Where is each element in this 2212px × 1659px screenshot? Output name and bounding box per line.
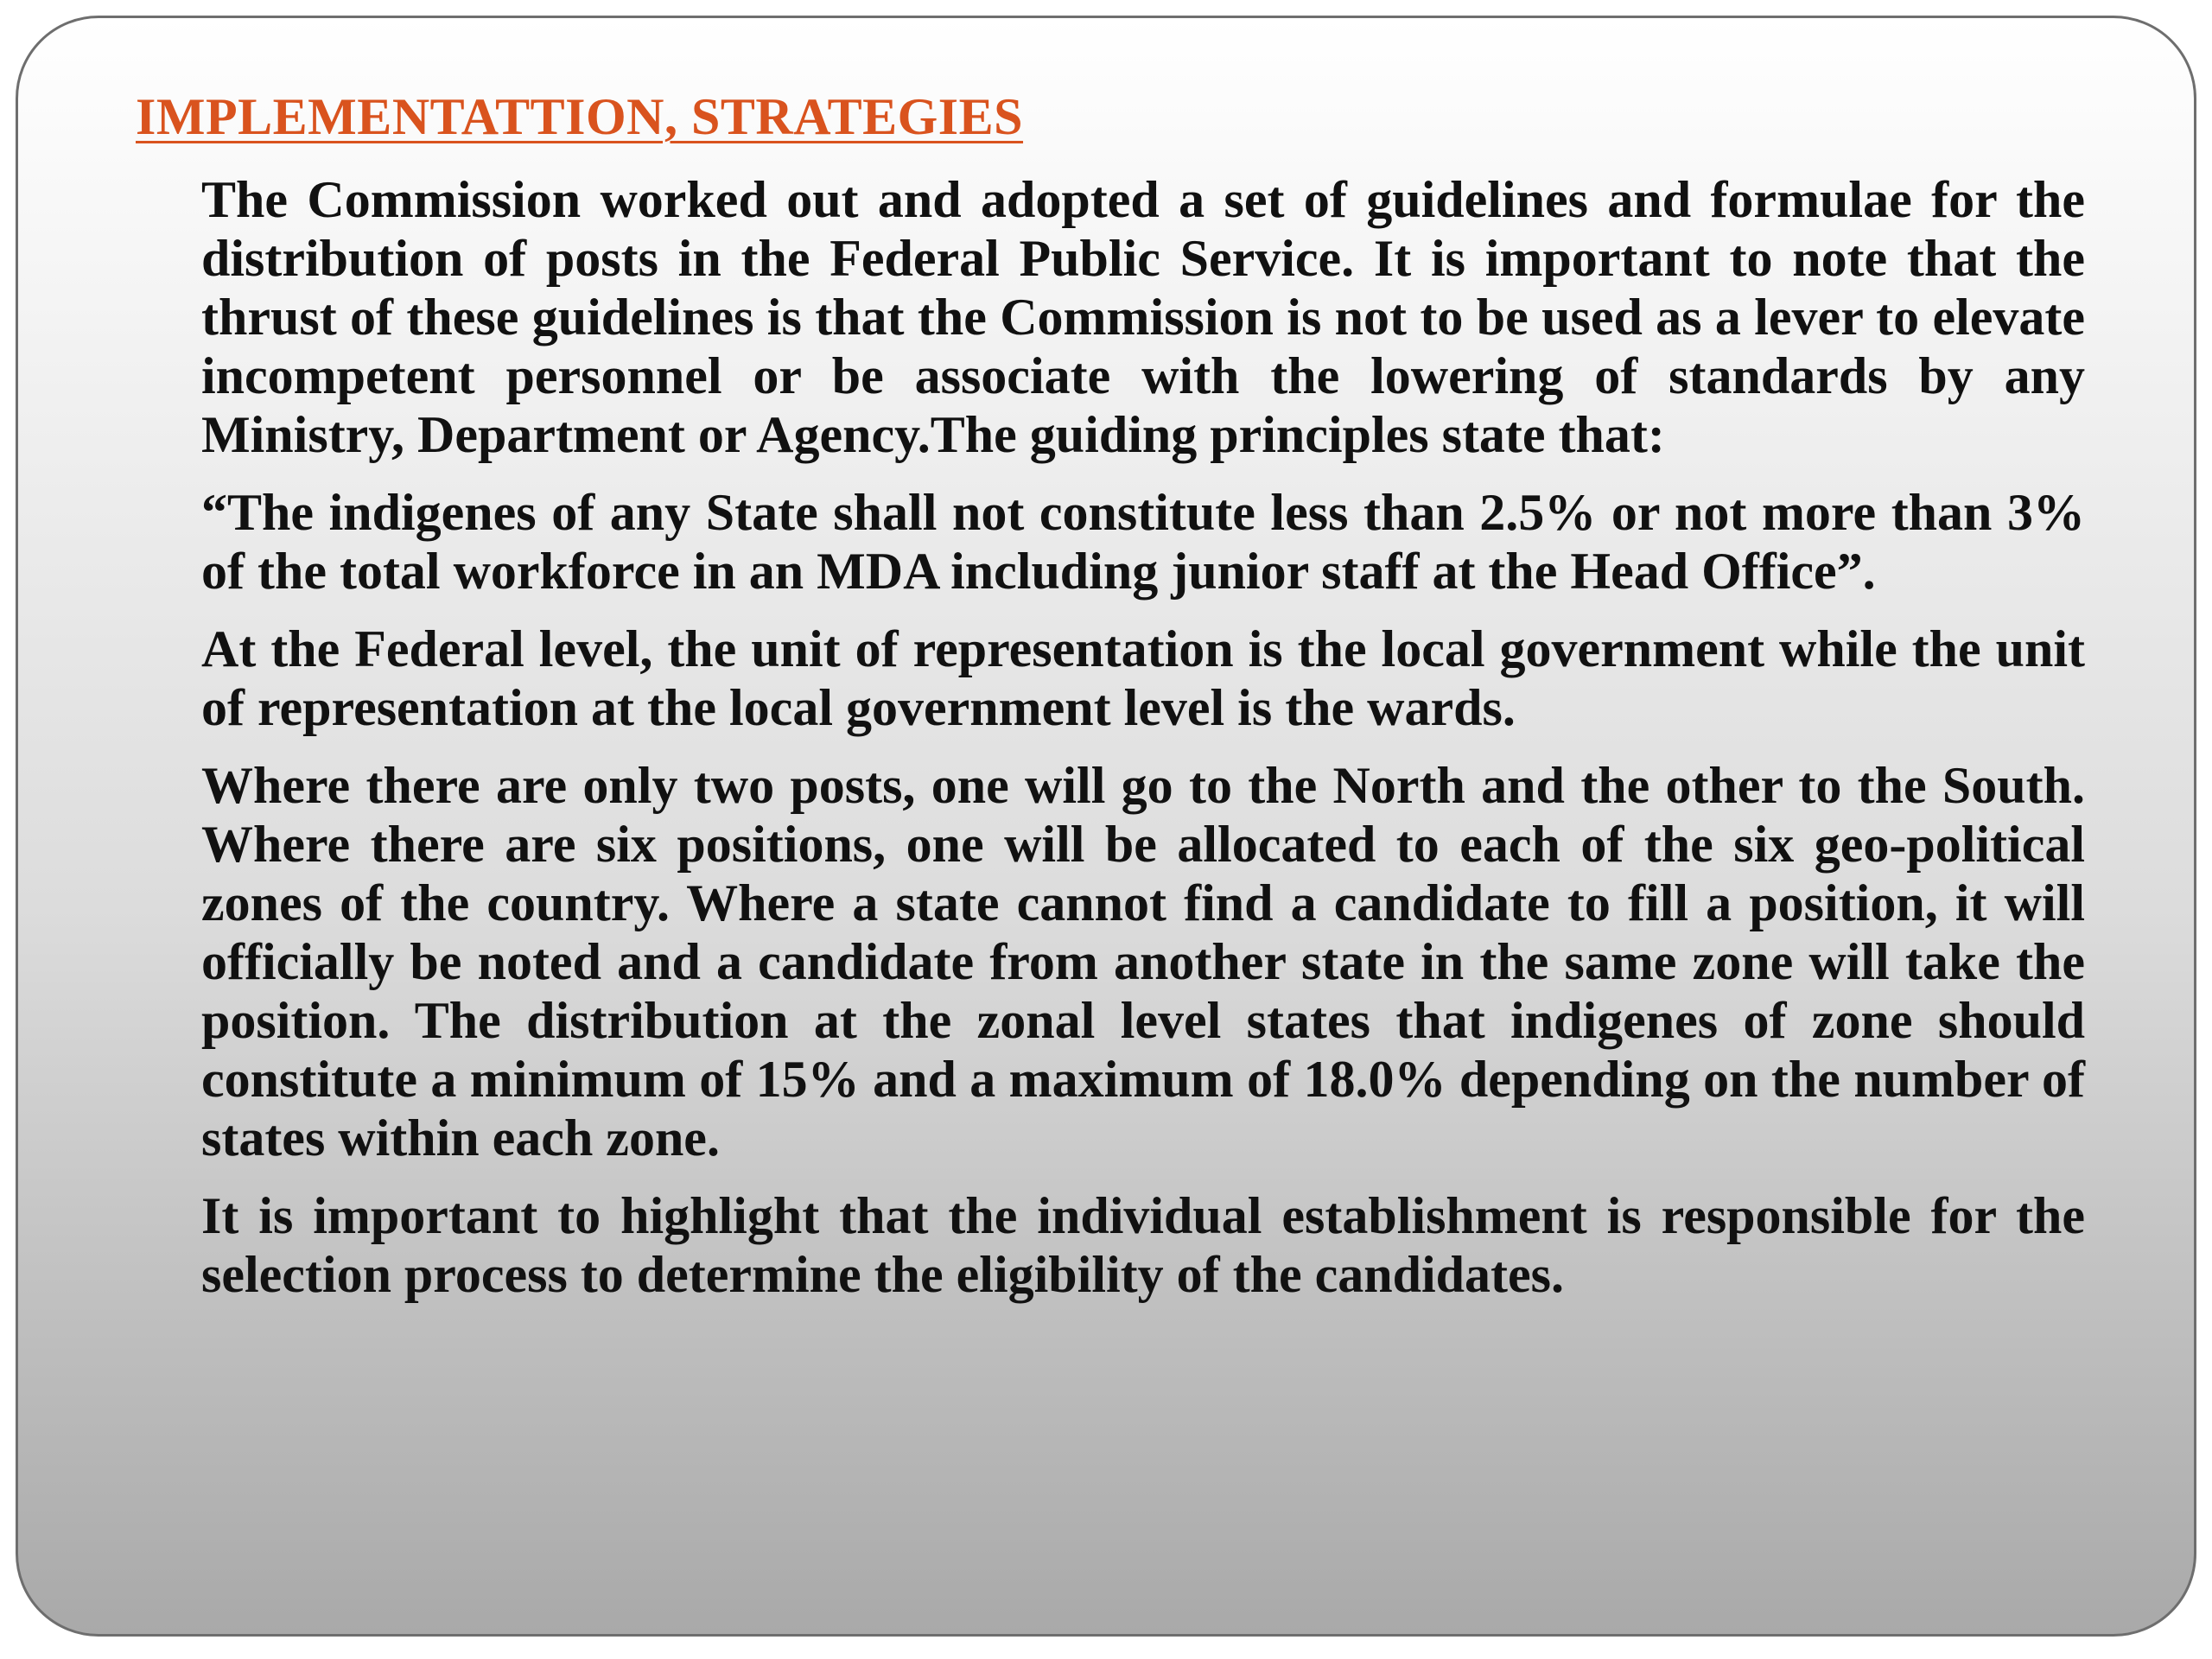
slide xyxy=(16,16,2196,1637)
slide-body xyxy=(201,170,2085,1323)
paragraph-guidelines: The Commission worked out and adopted a set of guidelines and formulae for the distribution of posts in the Federal Public Service. It is important to note that the thrust of these guidelines is that the Commission is not to be used as a lever to elevate incompetent personnel or be associate with the lowering of standards by any Ministry, Department or Agency.The guiding principles state that: xyxy=(201,171,2085,463)
paragraph-post-distribution: Where there are only two posts, one will go to the North and the other to the South. Where there are six positions, one will be allocated to each of the six geo-political zones of the country. Where a state cannot find a candidate to fill a position, it will officially be noted and a candidate from another state in the same zone will take the position. The distribution at the zonal level states that indigenes of zone should constitute a minimum of 15% and a maximum of 18.0% depending on the number of states within each zone. xyxy=(201,757,2085,1166)
slide-title: IMPLEMENTATTION, STRATEGIES xyxy=(136,88,1024,145)
paragraph-indigenes-quote: “The indigenes of any State shall not constitute less than 2.5% or not more than 3% of the total workforce in an MDA including junior staff at the Head Office”. xyxy=(201,484,2085,600)
paragraph-federal-level: At the Federal level, the unit of representation is the local government while the unit of representation at the local government level is the wards. xyxy=(201,620,2085,736)
paragraph-selection-process: It is important to highlight that the individual establishment is responsible for the selection process to determine the eligibility of the candidates. xyxy=(201,1187,2085,1303)
